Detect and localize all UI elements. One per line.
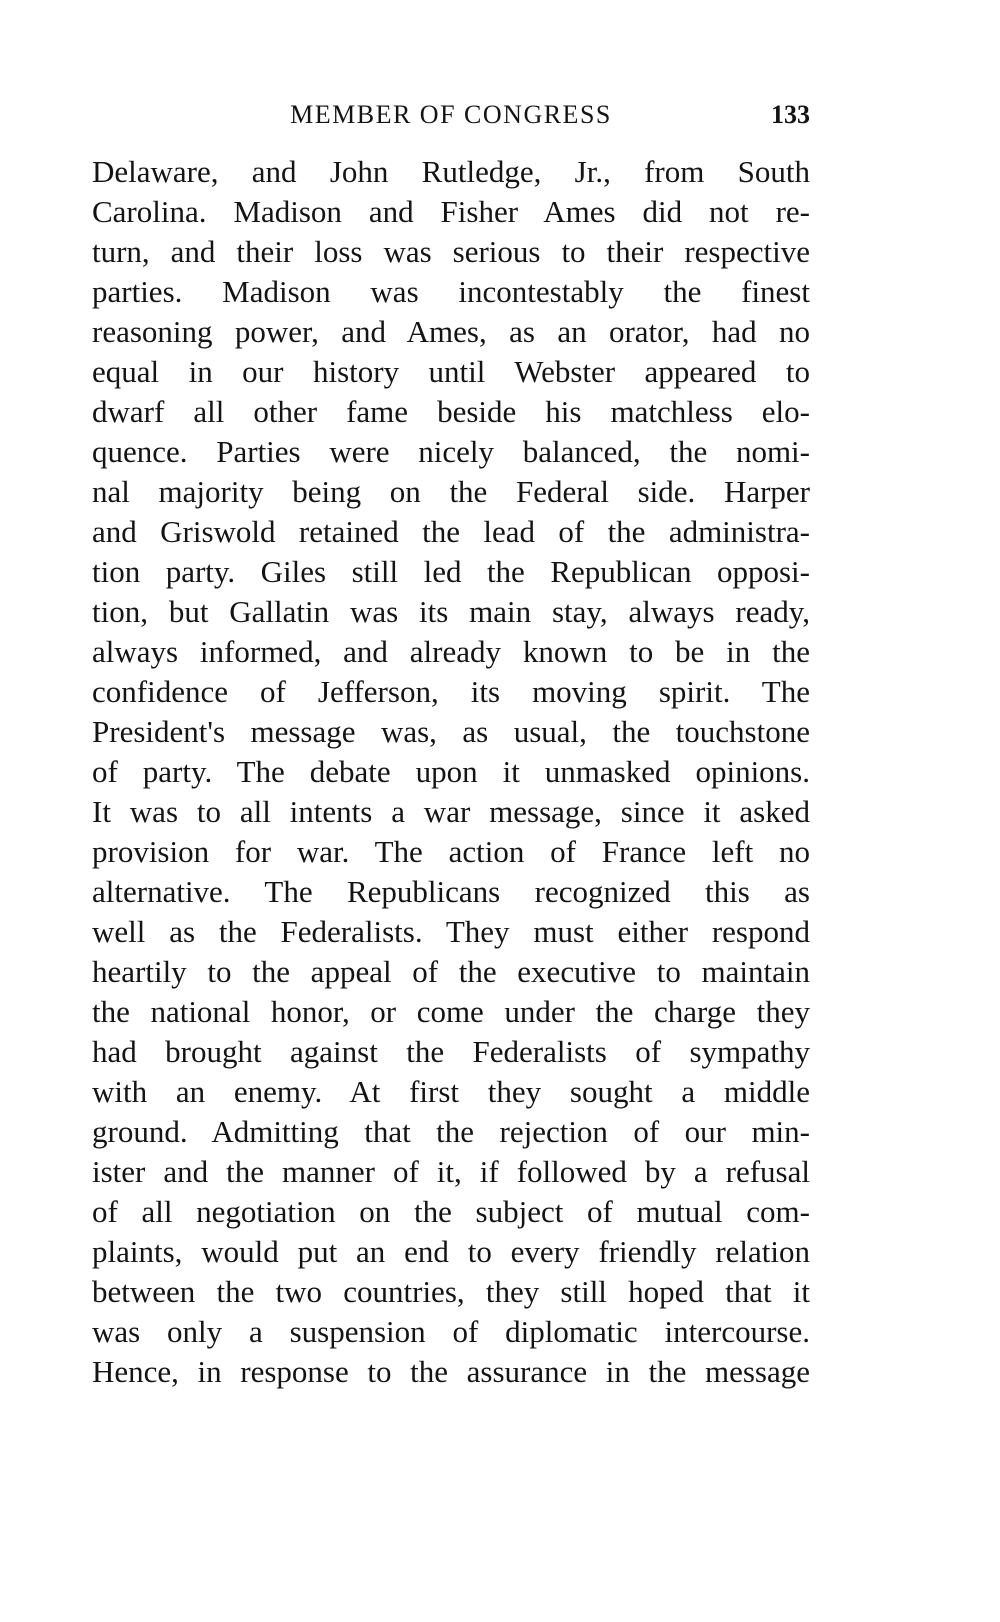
text-line: and Griswold retained the lead of the administra- xyxy=(92,514,810,549)
text-line: was only a suspension of diplomatic intercourse. xyxy=(92,1314,810,1349)
text-line: reasoning power, and Ames, as an orator, had no xyxy=(92,314,810,349)
text-line: Carolina. Madison and Fisher Ames did not re- xyxy=(92,194,810,229)
text-line: provision for war. The action of France left no xyxy=(92,834,810,869)
text-line: turn, and their loss was serious to their respective xyxy=(92,234,810,269)
text-line: Hence, in response to the assurance in the message xyxy=(92,1354,810,1389)
text-line: parties. Madison was incontestably the finest xyxy=(92,274,810,309)
text-line: had brought against the Federalists of sympathy xyxy=(92,1034,810,1069)
text-line: nal majority being on the Federal side. Harper xyxy=(92,474,810,509)
running-head xyxy=(92,97,810,133)
text-line: dwarf all other fame beside his matchless elo- xyxy=(92,394,810,429)
text-line: confidence of Jefferson, its moving spirit. The xyxy=(92,674,810,709)
text-line: alternative. The Republicans recognized this as xyxy=(92,874,810,909)
text-line: equal in our history until Webster appeared to xyxy=(92,354,810,389)
text-line: ister and the manner of it, if followed by a refusal xyxy=(92,1154,810,1189)
page-number: 133 xyxy=(771,100,810,129)
text-line: Delaware, and John Rutledge, Jr., from South xyxy=(92,154,810,189)
text-line: tion party. Giles still led the Republican opposi- xyxy=(92,554,810,589)
text-line: tion, but Gallatin was its main stay, always ready, xyxy=(92,594,810,629)
text-line: of party. The debate upon it unmasked opinions. xyxy=(92,754,810,789)
text-line: plaints, would put an end to every friendly relation xyxy=(92,1234,810,1269)
text-line: of all negotiation on the subject of mutual com- xyxy=(92,1194,810,1229)
text-line: heartily to the appeal of the executive to maintain xyxy=(92,954,810,989)
text-line: It was to all intents a war message, since it asked xyxy=(92,794,810,829)
body-text xyxy=(92,152,810,1392)
text-line: ground. Admitting that the rejection of our min- xyxy=(92,1114,810,1149)
text-line: well as the Federalists. They must either respond xyxy=(92,914,810,949)
text-line: with an enemy. At first they sought a middle xyxy=(92,1074,810,1109)
text-line: quence. Parties were nicely balanced, the nomi- xyxy=(92,434,810,469)
text-line: between the two countries, they still hoped that it xyxy=(92,1274,810,1309)
text-line: the national honor, or come under the charge they xyxy=(92,994,810,1029)
text-line: always informed, and already known to be in the xyxy=(92,634,810,669)
text-line: President's message was, as usual, the touchstone xyxy=(92,714,810,749)
running-title: MEMBER OF CONGRESS xyxy=(290,100,612,129)
